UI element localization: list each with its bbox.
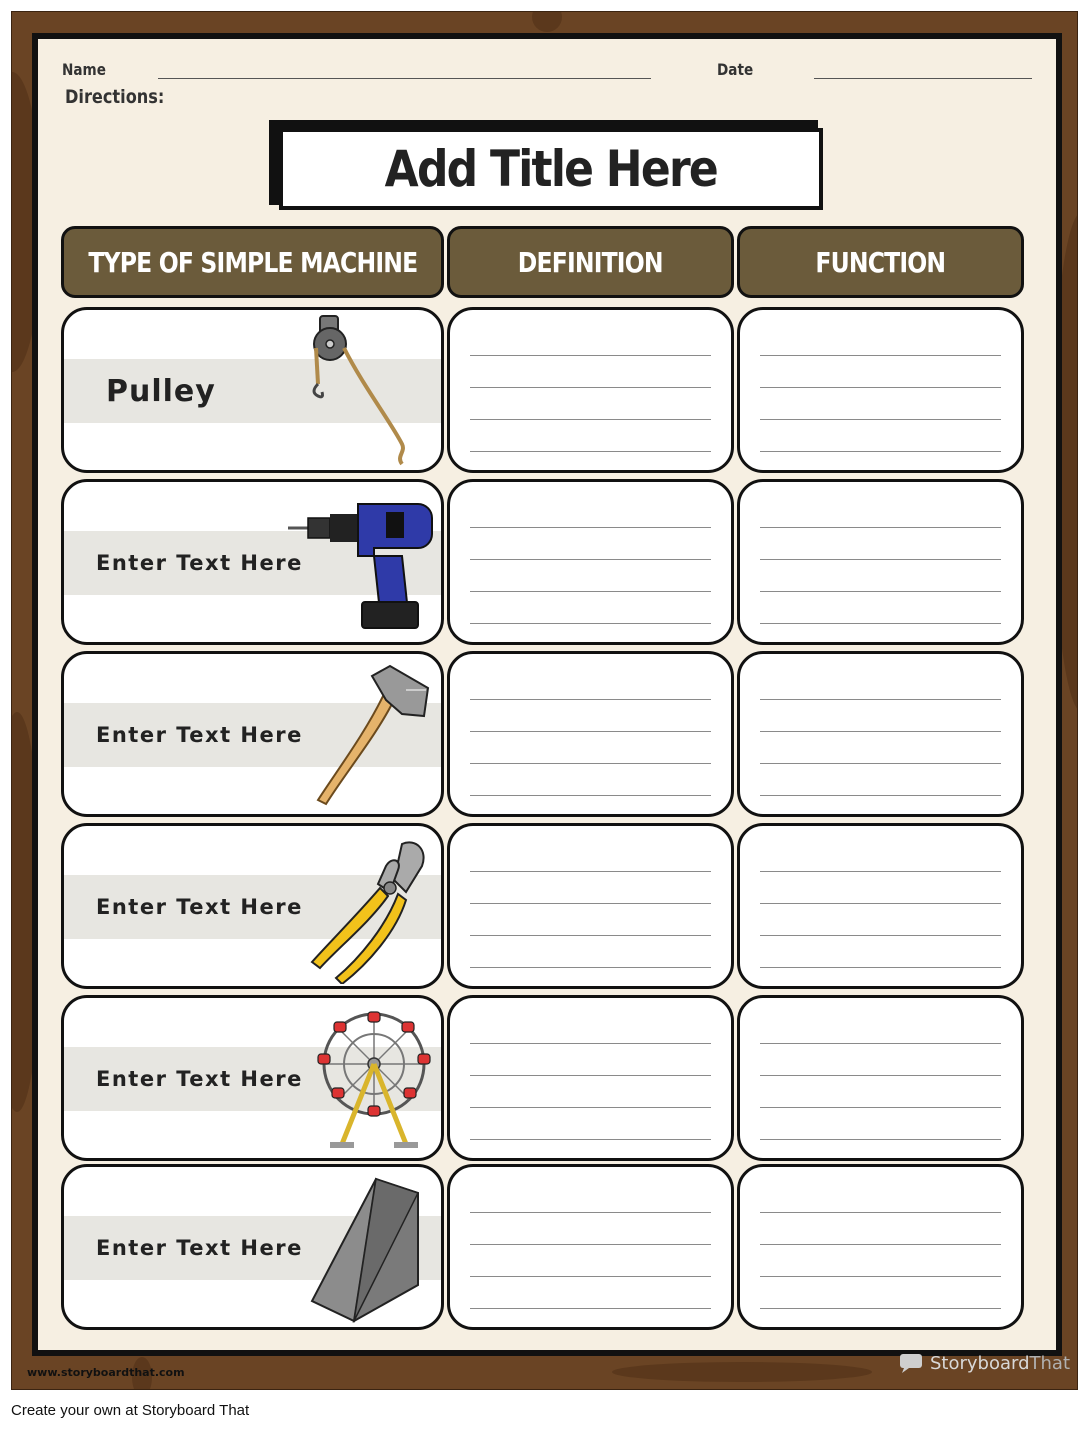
machine-label: Enter Text Here xyxy=(96,551,303,575)
function-cell-4[interactable] xyxy=(737,823,1024,989)
machine-cell-1[interactable] xyxy=(61,307,444,473)
definition-cell-3[interactable] xyxy=(447,651,734,817)
footer-url[interactable]: www.storyboardthat.com xyxy=(27,1366,185,1379)
function-cell-6[interactable] xyxy=(737,1164,1024,1330)
page-title: Add Title Here xyxy=(384,140,718,198)
header-definition: DEFINITION xyxy=(447,226,734,298)
definition-cell-2[interactable] xyxy=(447,479,734,645)
directions-label: Directions: xyxy=(65,86,165,108)
caption-create-your-own[interactable]: Create your own at Storyboard That xyxy=(11,1402,250,1419)
title-box[interactable] xyxy=(279,128,823,210)
header-type-of-simple-machine: TYPE OF SIMPLE MACHINE xyxy=(61,226,444,298)
pulley-icon xyxy=(302,314,422,469)
function-cell-2[interactable] xyxy=(737,479,1024,645)
machine-label: Enter Text Here xyxy=(96,1067,303,1091)
date-field-line[interactable] xyxy=(814,78,1032,79)
wedge-icon xyxy=(308,1173,428,1323)
definition-cell-1[interactable] xyxy=(447,307,734,473)
function-cell-5[interactable] xyxy=(737,995,1024,1161)
drill-icon xyxy=(286,498,436,633)
definition-cell-6[interactable] xyxy=(447,1164,734,1330)
machine-cell-4[interactable] xyxy=(61,823,444,989)
machine-label: Enter Text Here xyxy=(96,723,303,747)
name-field-line[interactable] xyxy=(158,78,651,79)
definition-cell-4[interactable] xyxy=(447,823,734,989)
pliers-icon xyxy=(306,836,436,984)
axe-icon xyxy=(306,662,436,807)
machine-label: Enter Text Here xyxy=(96,895,303,919)
machine-label: Pulley xyxy=(106,373,216,409)
machine-cell-5[interactable] xyxy=(61,995,444,1161)
name-label: Name xyxy=(62,60,106,79)
machine-label: Enter Text Here xyxy=(96,1236,303,1260)
storyboardthat-logo[interactable]: Storyboard That xyxy=(898,1352,1070,1374)
function-cell-1[interactable] xyxy=(737,307,1024,473)
ferris-wheel-icon xyxy=(308,1006,444,1151)
machine-cell-3[interactable] xyxy=(61,651,444,817)
function-cell-3[interactable] xyxy=(737,651,1024,817)
header-function: FUNCTION xyxy=(737,226,1024,298)
definition-cell-5[interactable] xyxy=(447,995,734,1161)
machine-cell-2[interactable] xyxy=(61,479,444,645)
date-label: Date xyxy=(717,60,754,79)
speech-bubble-icon xyxy=(898,1352,924,1374)
machine-cell-6[interactable] xyxy=(61,1164,444,1330)
